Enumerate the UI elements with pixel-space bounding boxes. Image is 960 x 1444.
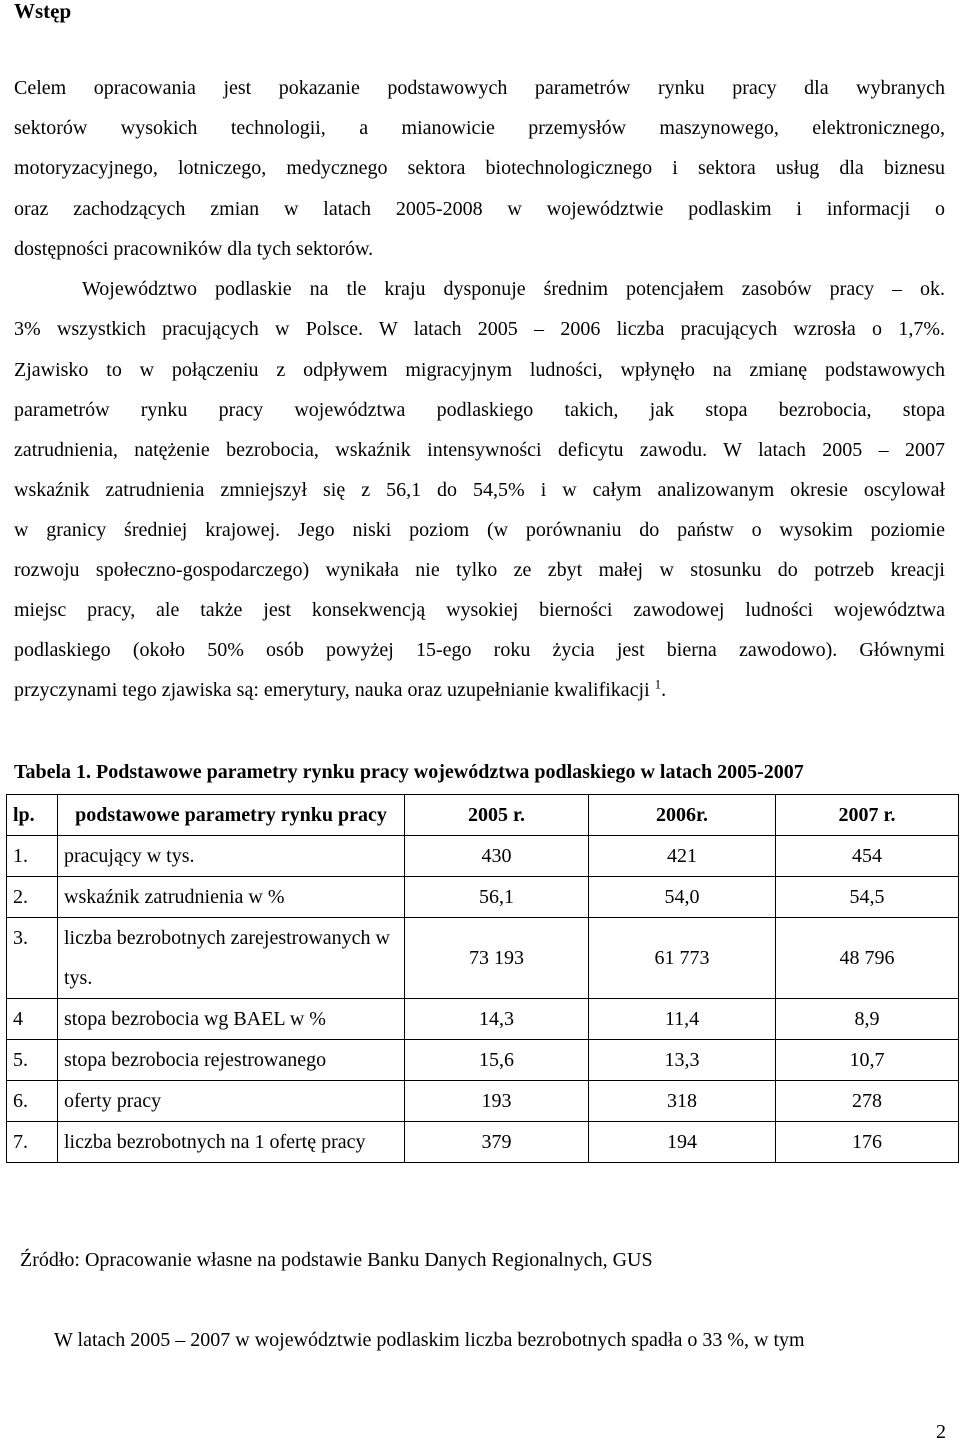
table-row — [7, 918, 959, 999]
table-caption: Tabela 1. Podstawowe parametry rynku pracy województwa podlaskiego w latach 2005-2007 — [14, 761, 804, 783]
cell-2005: 430 — [405, 836, 589, 877]
paragraph-unemployment: W latach 2005 – 2007 w województwie podlaskim liczba bezrobotnych spadła o 33 %, w tym — [54, 1329, 805, 1351]
table-row — [7, 836, 959, 877]
cell-parameter: stopa bezrobocia rejestrowanego — [58, 1040, 405, 1081]
cell-lp: 2. — [7, 877, 58, 918]
cell-2007: 176 — [776, 1122, 959, 1163]
paragraph-line: w granicy średniej krajowej. Jego niski poziom (w porównaniu do państw o wysokim poziomie — [14, 519, 945, 541]
paragraph-line: oraz zachodzących zmian w latach 2005-2008 w województwie podlaskim i informacji o — [14, 198, 945, 220]
paragraph-line: podlaskiego (około 50% osób powyżej 15-ego roku życia jest bierna zawodowo). Głównymi — [14, 639, 945, 661]
section-heading: Wstęp — [14, 0, 72, 23]
cell-2006: 421 — [589, 836, 776, 877]
cell-lp: 4 — [7, 999, 58, 1040]
cell-2007: 454 — [776, 836, 959, 877]
paragraph-line: Województwo podlaskie na tle kraju dysponuje średnim potencjałem zasobów pracy – ok. — [82, 278, 945, 300]
cell-parameter: oferty pracy — [58, 1081, 405, 1122]
cell-2007: 54,5 — [776, 877, 959, 918]
cell-parameter: liczba bezrobotnych na 1 ofertę pracy — [58, 1122, 405, 1163]
table-row — [7, 1122, 959, 1163]
cell-parameter: liczba bezrobotnych zarejestrowanych w tys. — [58, 918, 405, 999]
cell-lp: 3. — [7, 918, 58, 999]
table-source-note: Źródło: Opracowanie własne na podstawie Banku Danych Regionalnych, GUS — [20, 1249, 653, 1271]
paragraph-line: Zjawisko to w połączeniu z odpływem migracyjnym ludności, wpłynęło na zmianę podstawowych — [14, 359, 945, 381]
table-row — [7, 999, 959, 1040]
cell-lp: 7. — [7, 1122, 58, 1163]
cell-2005: 193 — [405, 1081, 589, 1122]
table-row — [7, 877, 959, 918]
cell-lp: 1. — [7, 836, 58, 877]
cell-2005: 73 193 — [405, 918, 589, 999]
cell-lp: 5. — [7, 1040, 58, 1081]
table-row — [7, 1040, 959, 1081]
cell-2005: 14,3 — [405, 999, 589, 1040]
cell-2006: 61 773 — [589, 918, 776, 999]
header-lp: lp. — [7, 795, 58, 836]
page-number: 2 — [936, 1421, 946, 1443]
cell-2005: 56,1 — [405, 877, 589, 918]
table-header-row — [7, 795, 959, 836]
paragraph-line: motoryzacyjnego, lotniczego, medycznego sektora biotechnologicznego i sektora usług dla biznesu — [14, 157, 945, 179]
header-year-2005: 2005 r. — [405, 795, 589, 836]
cell-parameter: wskaźnik zatrudnienia w % — [58, 877, 405, 918]
paragraph-line: zatrudnienia, natężenie bezrobocia, wskaźnik intensywności deficytu zawodu. W latach 2005 – 2007 — [14, 439, 945, 461]
paragraph-line-text: przyczynami tego zjawiska są: emerytury, nauka oraz uzupełnianie kwalifikacji — [14, 679, 650, 701]
cell-2005: 379 — [405, 1122, 589, 1163]
cell-2007: 278 — [776, 1081, 959, 1122]
cell-2006: 54,0 — [589, 877, 776, 918]
sentence-end: . — [661, 679, 667, 701]
paragraph-line: sektorów wysokich technologii, a mianowicie przemysłów maszynowego, elektronicznego, — [14, 117, 945, 139]
footnote-reference[interactable]: 1 — [654, 676, 662, 692]
cell-2007: 8,9 — [776, 999, 959, 1040]
paragraph-line: Celem opracowania jest pokazanie podstawowych parametrów rynku pracy dla wybranych — [14, 77, 945, 99]
paragraph-line: parametrów rynku pracy województwa podlaskiego takich, jak stopa bezrobocia, stopa — [14, 399, 945, 421]
cell-2006: 11,4 — [589, 999, 776, 1040]
paragraph-line: miejsc pracy, ale także jest konsekwencją wysokiej bierności zawodowej ludności województwa — [14, 599, 945, 621]
header-parameter: podstawowe parametry rynku pracy — [58, 795, 405, 836]
cell-parameter: stopa bezrobocia wg BAEL w % — [58, 999, 405, 1040]
header-year-2007: 2007 r. — [776, 795, 959, 836]
paragraph-line: rozwoju społeczno-gospodarczego) wynikała nie tylko ze zbyt małej w stosunku do potrzeb kreacji — [14, 559, 945, 581]
parameters-table — [6, 794, 959, 1163]
cell-parameter: pracujący w tys. — [58, 836, 405, 877]
cell-2005: 15,6 — [405, 1040, 589, 1081]
paragraph-line — [14, 670, 945, 710]
cell-2006: 13,3 — [589, 1040, 776, 1081]
paragraph-line: dostępności pracowników dla tych sektorów. — [14, 238, 374, 260]
cell-2006: 318 — [589, 1081, 776, 1122]
paragraph-line: wskaźnik zatrudnienia zmniejszył się z 56,1 do 54,5% i w całym analizowanym okresie oscylował — [14, 479, 945, 501]
header-year-2006: 2006r. — [589, 795, 776, 836]
table-row — [7, 1081, 959, 1122]
paragraph-line: 3% wszystkich pracujących w Polsce. W latach 2005 – 2006 liczba pracujących wzrosła o 1,7%. — [14, 318, 945, 340]
cell-2007: 48 796 — [776, 918, 959, 999]
cell-lp: 6. — [7, 1081, 58, 1122]
cell-2007: 10,7 — [776, 1040, 959, 1081]
cell-2006: 194 — [589, 1122, 776, 1163]
